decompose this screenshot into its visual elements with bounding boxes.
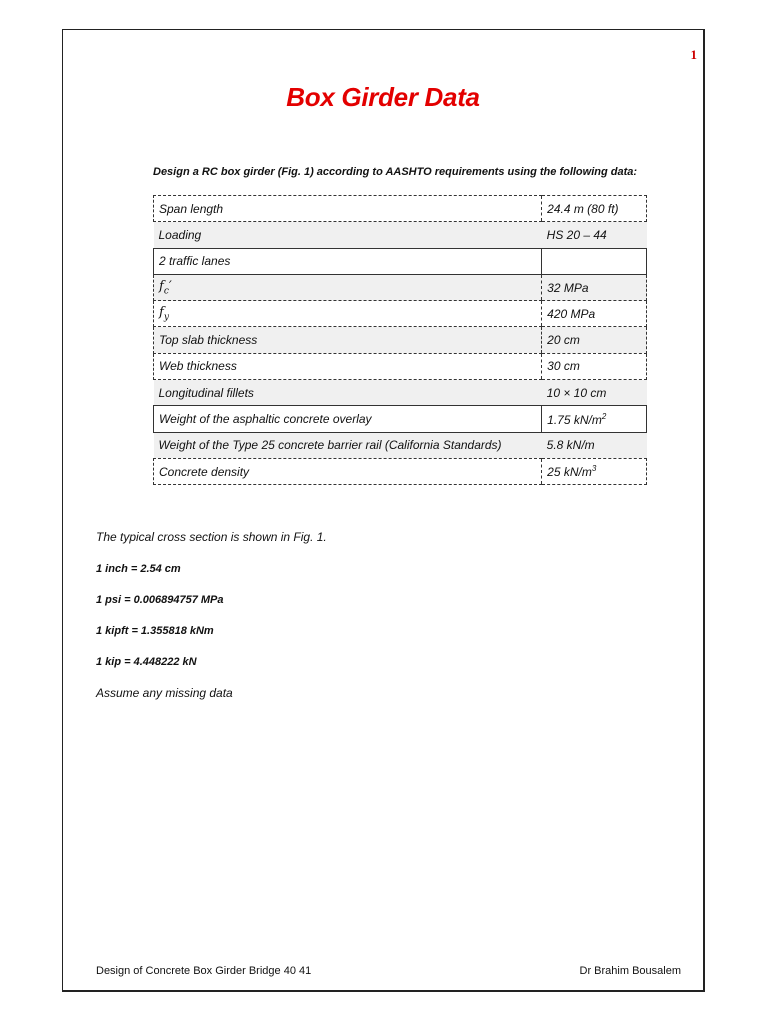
row-value: 25 $kN/m^3$ (542, 458, 647, 484)
page-number: 1 (690, 47, 697, 62)
table-row (154, 353, 647, 379)
symbol-fy: $f_y$ (159, 305, 169, 323)
row-symbol (154, 301, 542, 327)
table-row (154, 380, 647, 406)
assume-note: Assume any missing data (96, 686, 233, 700)
row-label: Web thickness (154, 353, 542, 379)
row-label: Top slab thickness (154, 327, 542, 353)
row-value: 1.75 $kN/m^2$ (542, 406, 647, 432)
page-title: Box Girder Data (286, 82, 480, 112)
row-value: 24.4 m (80 ft) (542, 196, 647, 222)
table-row (154, 458, 647, 484)
footer-author: Dr Brahim Bousalem (579, 965, 681, 977)
row-value: 5.8 kN/m (542, 432, 647, 458)
row-value: 30 cm (542, 353, 647, 379)
conversion-psi: 1 psi = 0.006894757 MPa (96, 594, 224, 606)
table-row (154, 196, 647, 222)
row-symbol (154, 274, 542, 300)
row-value (542, 248, 647, 274)
footer-title: Design of Concrete Box Girder Bridge 40 41 (96, 965, 312, 977)
row-label: Span length (154, 196, 542, 222)
row-label: Weight of the asphaltic concrete overlay (154, 406, 542, 432)
data-table (153, 195, 647, 485)
conversion-kipft: 1 kipft = 1.355818 kNm (96, 625, 214, 637)
intro-text: Design a RC box girder (Fig. 1) according to AASHTO requirements using the following data: (153, 166, 638, 178)
row-value: 20 cm (542, 327, 647, 353)
row-value: 420 MPa (542, 301, 647, 327)
row-label: Weight of the Type 25 concrete barrier rail (California Standards) (154, 432, 542, 458)
row-label: Loading (154, 222, 542, 248)
table-row (154, 432, 647, 458)
table-row (154, 406, 647, 432)
symbol-fc: $f_c'$ (159, 278, 172, 297)
conversion-kip: 1 kip = 4.448222 kN (96, 656, 197, 668)
row-label: 2 traffic lanes (154, 248, 542, 274)
table-row (154, 274, 647, 300)
table-row (154, 248, 647, 274)
section-note: The typical cross section is shown in Fig. 1. (96, 530, 327, 544)
row-label: Concrete density (154, 458, 542, 484)
table-row (154, 301, 647, 327)
conversion-inch: 1 inch = 2.54 cm (96, 563, 181, 575)
row-label: Longitudinal fillets (154, 380, 542, 406)
document-page (62, 29, 705, 992)
row-value: HS 20 – 44 (542, 222, 647, 248)
table-row (154, 222, 647, 248)
row-value: 10 × 10 cm (542, 380, 647, 406)
table-row (154, 327, 647, 353)
row-value: 32 MPa (542, 274, 647, 300)
